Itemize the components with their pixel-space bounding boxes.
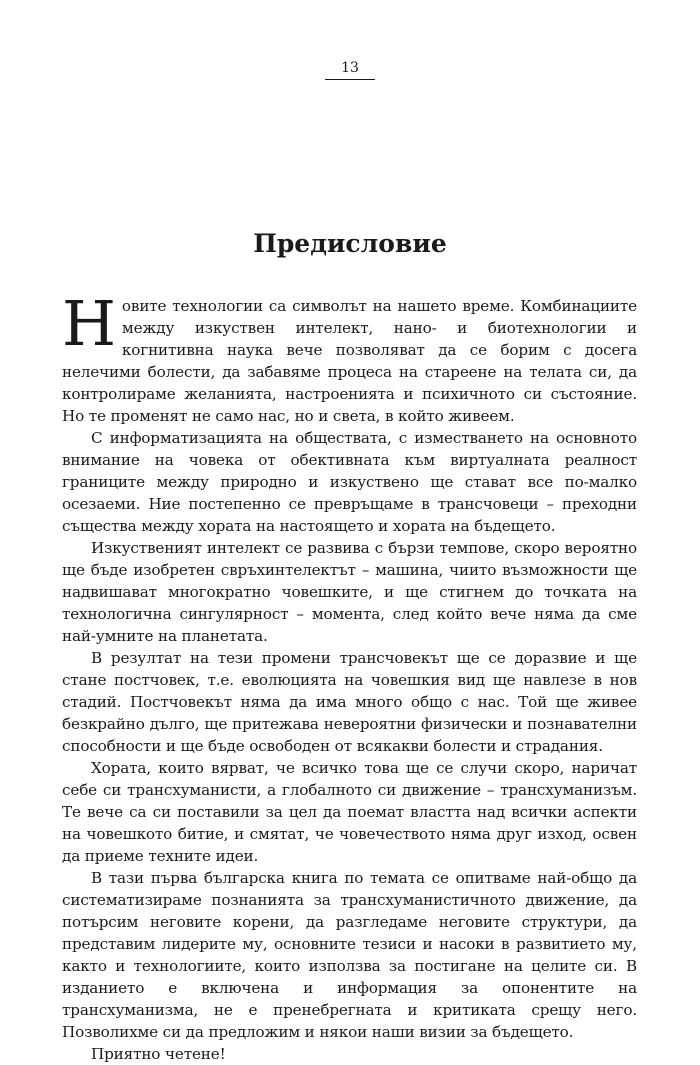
body-text: [62, 287, 637, 1065]
paragraph-4: В резултат на тези промени трансчовекът ще се доразвие и ще стане постчовек, т.е. еволюцията на човешкия вид ще навлезе в нов стадий. Постчовекът няма да има много общо с нас. Той ще живее безкрайно дълго, ще притежава невероятни физически и познавателни способности и ще бъде освободен от всякакви болести и страдания.: [62, 649, 637, 755]
paragraph-1-text: овите технологии са символът на нашето време. Комбинациите между изкуствен интелект, нано- и биотехнологии и когнитивна наука вече позволяват да се борим с досега нелечими болести, да забавяме процеса на стареене на телата си, да контролираме желанията, настроенията и психичното си състояние. Но те променят не само нас, но и света, в който живеем.: [62, 297, 637, 425]
drop-cap: Н: [62, 287, 116, 360]
paragraph-2: С информатизацията на обществата, с изместването на основното внимание на човека от обективната към виртуалната реалност границите между природно и изкуствено ще стават все по-малко осезаеми. Ние постепенно се превръщаме в трансчовеци – преходни същества между хората на настоящето и хората на бъдещето.: [62, 429, 637, 535]
paragraph-5: Хората, които вярват, че всичко това ще се случи скоро, наричат себе си трансхуманисти, а глобалното си движение – трансхуманизъм. Те вече са си поставили за цел да поемат властта над всички аспекти на човешкото битие, и смятат, че човечеството няма друг изход, освен да приеме техните идеи.: [62, 759, 637, 865]
paragraph-1: [62, 287, 637, 427]
page-number: 13: [341, 60, 359, 76]
paragraph-6: В тази първа българска книга по темата се опитваме най-общо да систематизираме познанията за трансхуманистичното движение, да потърсим неговите корени, да разгледаме неговите структури, да представим лидерите му, основните тезиси и насоки в развитието му, както и технологиите, които използва за постигане на целите си. В изданието е включена и информация за опонентите на трансхуманизма, не е пренебрегната и критиката срещу него. Позволихме си да предложим и някои наши визии за бъдещето.: [62, 869, 637, 1041]
paragraph-3: Изкуственият интелект се развива с бързи темпове, скоро вероятно ще бъде изобретен свръхинтелектът – машина, чиито възможности ще надвишават многократно човешките, и ще стигнем до точката на технологична сингулярност – момента, след който вече няма да сме най-умните на планетата.: [62, 539, 637, 645]
page-number-rule: [325, 79, 375, 80]
paragraph-7: Приятно четене!: [91, 1045, 226, 1063]
chapter-title: Предисловие: [253, 229, 447, 258]
